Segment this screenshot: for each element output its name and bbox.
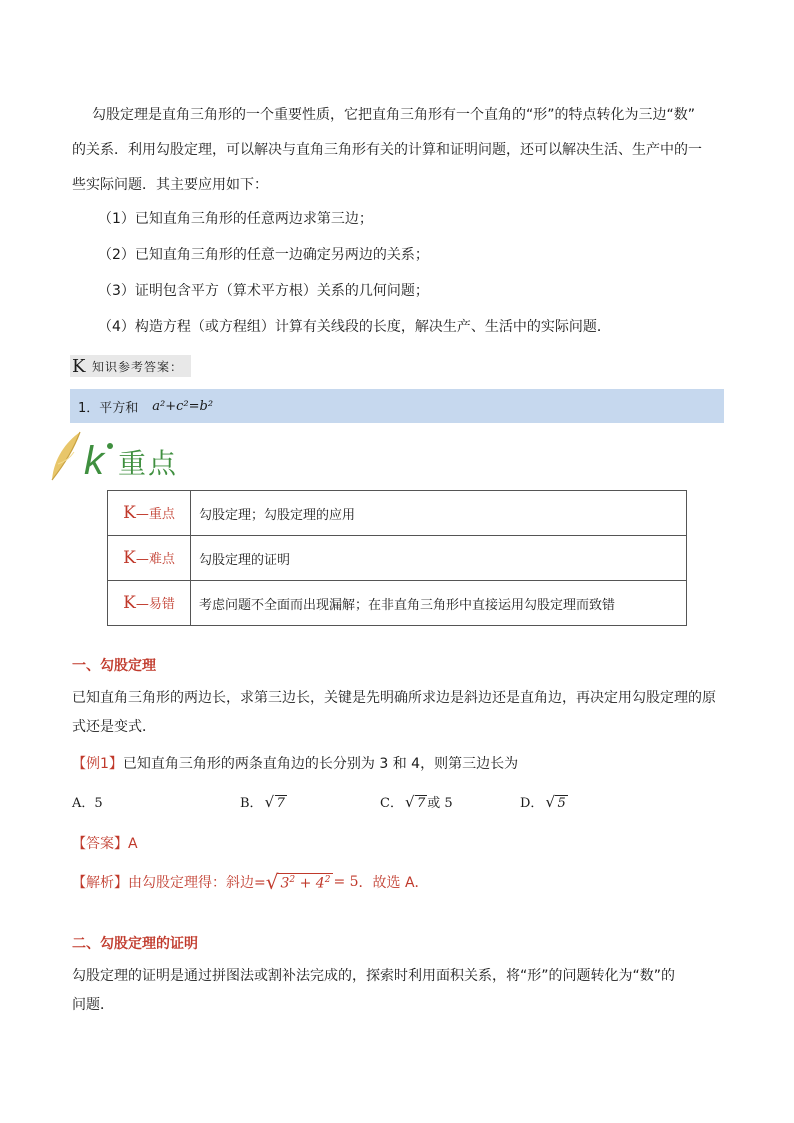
key-value: 勾股定理的证明	[191, 536, 687, 581]
list-item: （2）已知直角三角形的任意一边确定另两边的关系；	[98, 247, 429, 263]
key-value: 考虑问题不全面而出现漏解；在非直角三角形中直接运用勾股定理而致错	[191, 581, 687, 626]
intro-line-2: 的关系．利用勾股定理，可以解决与直角三角形有关的计算和证明问题，还可以解决生活、生产中的一	[72, 142, 702, 158]
key-points-table	[107, 490, 687, 626]
svg-text:k: k	[84, 439, 104, 483]
section-1-text	[72, 684, 728, 742]
sqrt-icon: √ 5	[545, 793, 566, 811]
applications-list	[92, 201, 732, 345]
key-label: K—易错	[108, 581, 191, 626]
example-answer	[72, 833, 138, 853]
choice-b: B． √ 7	[240, 793, 285, 811]
analysis-tail: ．故选 A．	[358, 875, 429, 891]
sqrt-icon: √ 7	[404, 793, 426, 811]
section-2-title: 二、勾股定理的证明	[72, 936, 198, 952]
section-2-text	[72, 962, 728, 1020]
answer-tag: 【答案】	[72, 836, 128, 852]
answer-text: 1．平方和	[78, 400, 139, 416]
k-letter: K	[72, 355, 86, 377]
table-row	[108, 491, 687, 536]
knowledge-answer-bar	[70, 389, 724, 423]
list-item: （4）构造方程（或方程组）计算有关线段的长度，解决生产、生活中的实际问题．	[98, 319, 611, 335]
key-value: 勾股定理；勾股定理的应用	[191, 491, 687, 536]
answer-value: A	[128, 836, 138, 852]
list-item: （3）证明包含平方（算术平方根）关系的几何问题；	[98, 283, 429, 299]
key-label: K—重点	[108, 491, 191, 536]
section-2-line-1: 勾股定理的证明是通过拼图法或割补法完成的，探索时利用面积关系，将“形”的问题转化为“数”的	[72, 968, 676, 984]
intro-line-3: 些实际问题．其主要应用如下：	[72, 177, 268, 193]
list-item: （1）已知直角三角形的任意两边求第三边；	[98, 211, 373, 227]
example-tag: 【例1】	[72, 756, 123, 772]
section-1-line-1: 已知直角三角形的两边长，求第三边长，关键是先明确所求边是斜边还是直角边，再决定用勾股定理的原	[72, 690, 716, 706]
knowledge-answer-title: 知识参考答案：	[92, 359, 184, 374]
analysis-text: 由勾股定理得：斜边=	[128, 875, 266, 891]
analysis-tag: 【解析】	[72, 875, 128, 891]
section-2-line-2: 问题．	[72, 997, 114, 1013]
example-analysis	[72, 870, 429, 894]
choice-c: C． √ 7 或 5	[380, 793, 453, 811]
sqrt-icon: √ 7	[264, 793, 285, 811]
answer-formula: a²+c²=b²	[152, 398, 214, 414]
intro-line-1: 勾股定理是直角三角形的一个重要性质，它把直角三角形有一个直角的“形”的特点转化为三边“数”	[92, 107, 696, 123]
table-row	[108, 536, 687, 581]
table-row	[108, 581, 687, 626]
choice-a: A．5	[72, 796, 103, 811]
analysis-expression: √ $3^2 + 4^2$ = 5	[265, 870, 359, 894]
knowledge-answer-header	[70, 355, 191, 377]
logo-title: 重点	[118, 447, 179, 480]
example-choices	[72, 792, 672, 814]
choice-d: D． √ 5	[520, 793, 566, 811]
intro-paragraph	[72, 98, 732, 203]
section-1-title: 一、勾股定理	[72, 658, 156, 674]
example-1	[72, 753, 518, 773]
example-question: 已知直角三角形的两条直角边的长分别为 3 和 4，则第三边长为	[122, 756, 519, 772]
sqrt-icon: √	[265, 870, 279, 894]
section-1-line-2: 式还是变式．	[72, 719, 156, 735]
key-label: K—难点	[108, 536, 191, 581]
